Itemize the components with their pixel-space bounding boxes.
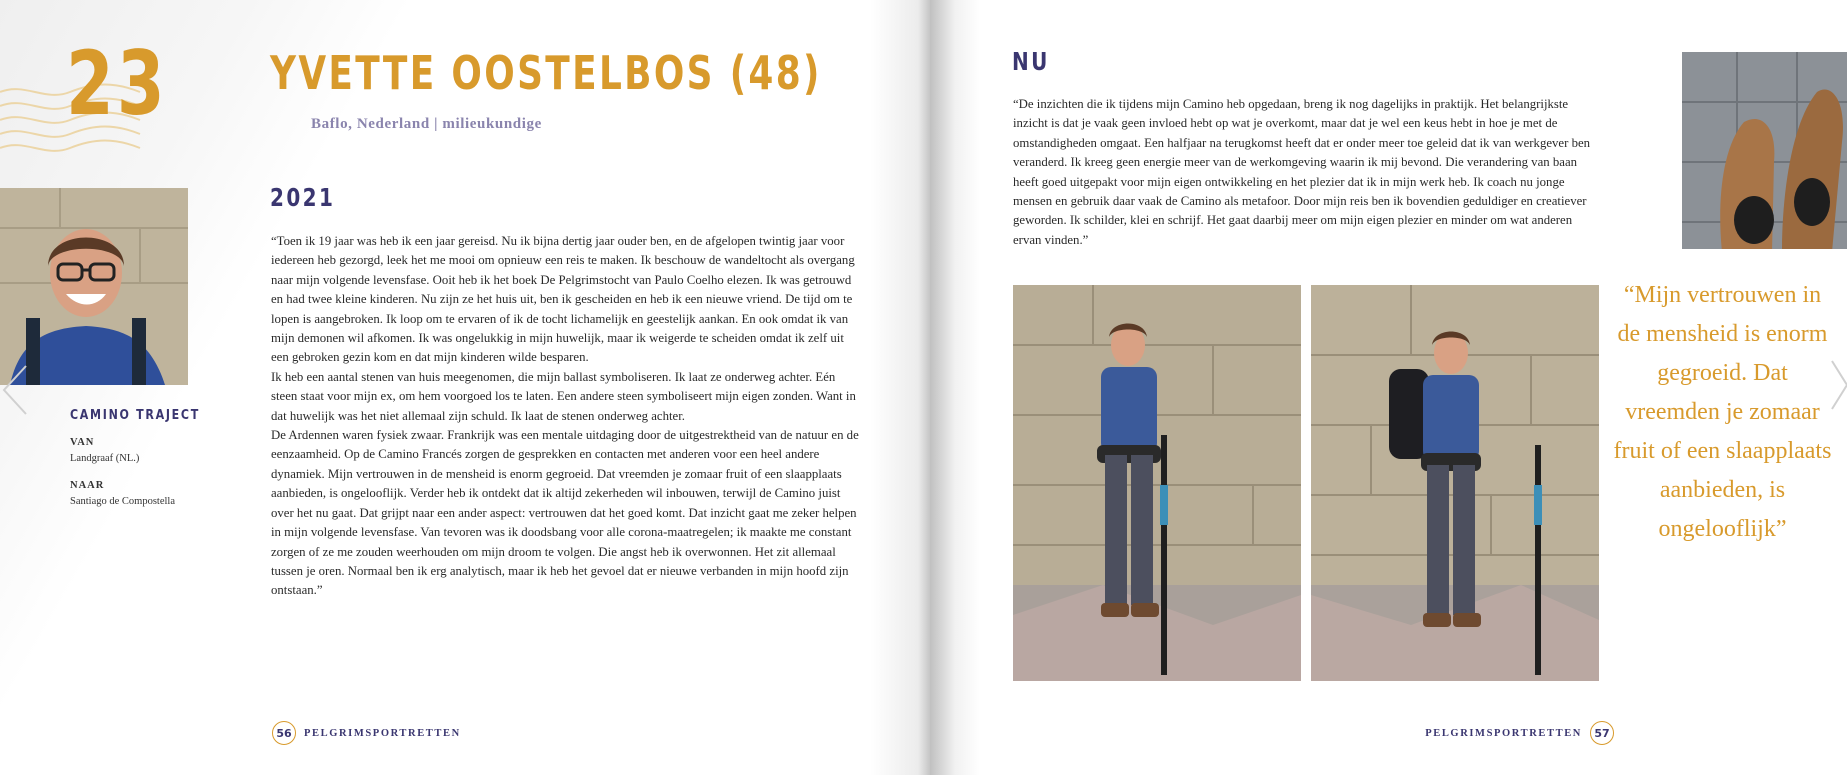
pull-quote: “Mijn vertrouwen in de mensheid is enorm gegroeid. Dat vreemden je zomaar fruit of een slaapplaats aanbieden, is ongelooflijk”	[1613, 282, 1832, 542]
right-page	[930, 0, 1847, 775]
story-paragraph: De Ardennen waren fysiek zwaar. Frankrijk was een mentale uitdaging door de uitgestrektheid van de natuur en de eenzaamheid. Op de Camino Francés zorgen de gesprekken en contacten met anderen voor een heel andere dynamiek. Mijn vertrouwen in de mensheid is enorm gegroeid. Dat vreemden je zomaar fruit of een slaapplaats aanbieden, is ongelooflijk. Verder heb ik ontdekt dat ik altijd zekerheden wil inbouwen, terwijl de Camino juist over het nu gaat. Dat grijpt naar een ander aspect: vertrouwen dat het goed komt. Dat inzicht gaat me zeker helpen in mijn volgende levensfase. Van tevoren was ik doodsbang voor alle corona-maatregelen; ik maakte me constant zorgen of ze me zouden weerhouden om mijn droom te volgen. Die angst heb ik overwonnen. Het zit allemaal tussen je oren. Normaal ben ik erg analytisch, maar ik heb het gevoel dat er nieuwe verbanden in mijn hoofd zijn ontstaan.”	[271, 428, 859, 598]
chevron-left-icon[interactable]	[0, 362, 30, 418]
footer-right	[1425, 721, 1614, 745]
route-from-label: VAN	[70, 437, 95, 448]
pilgrim-photo-backpack	[1311, 285, 1599, 681]
subtitle: Baflo, Nederland | milieukundige	[311, 116, 542, 132]
story-paragraph: Ik heb een aantal stenen van huis meegenomen, die mijn ballast symboliseren. Ik laat ze onderweg achter. Eén steen staat voor mijn ex, om hem voorgoed los te laten. Een andere steen symboliseert mijn eigen zonden. Want in dat huwelijk was het niet allemaal zijn schuld. Ik laat de stenen onderweg achter.	[271, 369, 856, 423]
nu-paragraph: “De inzichten die ik tijdens mijn Camino heb opgedaan, breng ik nog dagelijks in praktijk. Het belangrijkste inzicht is dat je vaak geen invloed hebt op wat je overkomt, maar dat je wel een keus hebt in hoe je met de omstandigheden omgaat. Een halfjaar na terugkomst heeft dat er onder meer toe geleid dat ik van werkgever ben veranderd. Ik kreeg geen energie meer van de werkomgeving waarin ik mij bevond. Die verandering van baan heeft goed uitgepakt voor mijn eigen ontwikkeling en het plezier dat ik in mijn werk heb. Ik coach nu jonge mensen en gebruik daar vaak de Camino als metafoor. Door mijn reis ben ik bovendien geduldiger en creatiever geworden. Ik schilder, klei en schrijf. Het gaat daarbij meer om mijn eigen plezier en minder om wat anderen ervan vinden.”	[1013, 97, 1591, 247]
footer-left	[272, 721, 461, 745]
running-head: PELGRIMSPORTRETTEN	[304, 727, 461, 739]
story-body	[271, 232, 861, 601]
route-to-value: Santiago de Compostella	[70, 496, 175, 507]
page-title: YVETTE OOSTELBOS (48)	[270, 46, 822, 100]
story-paragraph: “Toen ik 19 jaar was heb ik een jaar gereisd. Nu ik bijna dertig jaar ouder ben, en de afgelopen twintig jaar voor iedereen heb gezorgd, leek het me mooi om opnieuw een reis te maken. Ik beschouw de wandeltocht als overgang naar mijn volgende levensfase. Ooit heb ik het boek De Pelgrimstocht van Paulo Coelho elezen. Ik was getrouwd en had twee kleine kinderen. Nu zijn ze het huis uit, ben ik gescheiden en heb ik een nieuwe vriend. De tijd om te lopen is aangebroken. Ik loop om te ervaren of ik de tocht lichamelijk en geestelijk aankan. En ook omdat ik van mijn demonen wil afkomen. Ik was ongelukkig in mijn huwelijk, maar ik weigerde te scheiden omdat ik zelf uit een gebroken gezin kom en dat mijn kinderen wilde besparen.	[271, 234, 855, 365]
portrait-photo	[0, 188, 188, 385]
section-title-nu: NU	[1012, 47, 1050, 76]
chapter-number: 23	[66, 32, 168, 135]
route-heading: CAMINO TRAJECT	[70, 408, 200, 423]
page-number: 56	[272, 721, 296, 745]
running-head: PELGRIMSPORTRETTEN	[1425, 727, 1582, 739]
route-from-value: Landgraaf (NL.)	[70, 453, 140, 464]
chevron-right-icon[interactable]	[1830, 357, 1847, 413]
route-to-label: NAAR	[70, 480, 105, 491]
page-number: 57	[1590, 721, 1614, 745]
pilgrim-photo-front	[1013, 285, 1301, 681]
boots-photo	[1682, 52, 1847, 249]
section-title-year: 2021	[270, 183, 336, 212]
